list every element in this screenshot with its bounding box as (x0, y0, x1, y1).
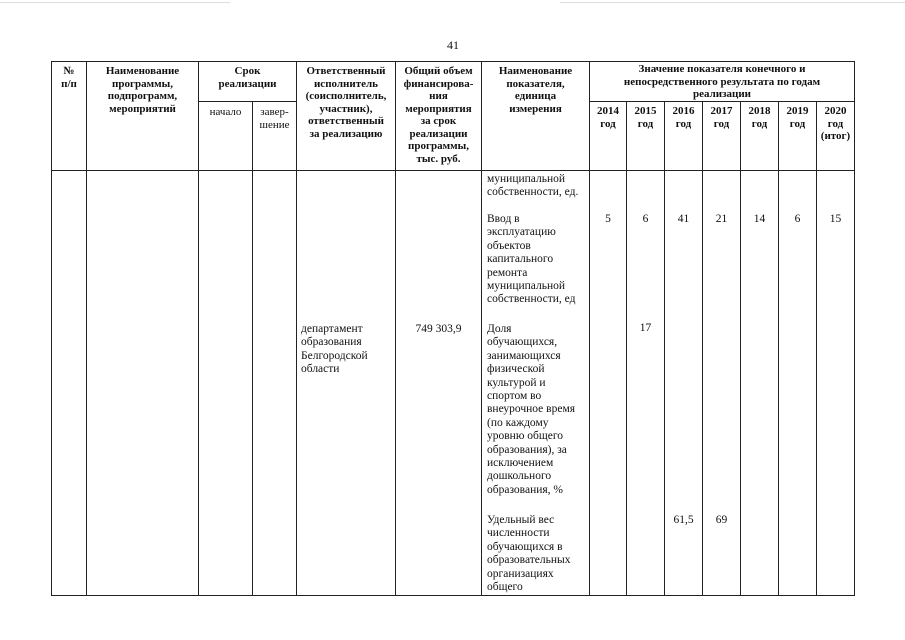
value-cell: 61,5 (673, 514, 694, 526)
value-cell: 17 (639, 322, 652, 334)
header-term-start: начало (209, 106, 242, 118)
page-number: 41 (447, 38, 459, 52)
header-funding: Общий объем финансирова- ния мероприятия за срок реализации программы, тыс. руб. (403, 65, 474, 165)
header-year: 2020 год (итог) (820, 105, 851, 142)
scan-edge (560, 2, 905, 3)
header-year: 2017 год (710, 105, 733, 130)
value-cell: 41 (677, 213, 690, 225)
value-cell: 6 (642, 213, 649, 225)
header-year: 2015 год (634, 105, 657, 130)
value-cell: 14 (753, 213, 766, 225)
header-responsible: Ответственный исполнитель (соисполнитель, участник), ответственный за реализацию (305, 65, 387, 140)
value-cell: 5 (605, 213, 611, 225)
header-indicator: Наименование показателя, единица измерения (498, 65, 573, 115)
header-year: 2018 год (748, 105, 771, 130)
header-program: Наименование программы, подпрограмм, мероприятий (105, 65, 180, 115)
value-cell: 21 (715, 213, 728, 225)
header-year: 2019 год (786, 105, 809, 130)
indicator-text: муниципальной собственности, ед. (487, 173, 579, 199)
header-number: № п/п (61, 65, 77, 90)
header-year: 2016 год (672, 105, 695, 130)
header-term: Срок реализации (218, 65, 277, 90)
funding-amount: 749 303,9 (415, 323, 462, 335)
header-term-end: завер- шение (259, 106, 290, 131)
indicator-text: Доля обучающихся, занимающихся физической культурой и спортом во внеурочное время (по каждому уровню общего образования), за исключением дошкольного образования, % (487, 323, 576, 496)
header-values: Значение показателя конечного и непосредственного результата по годам реализации (623, 63, 821, 100)
indicator-text: Удельный вес численности обучающихся в образовательных организациях общего (487, 514, 571, 594)
value-cell: 6 (794, 213, 801, 225)
indicator-text: Ввод в эксплуатацию объектов капитального ремонта муниципальной собственности, ед (487, 213, 576, 306)
value-cell: 15 (829, 213, 842, 225)
scan-edge (0, 2, 230, 3)
value-cell: 69 (715, 514, 728, 526)
header-year: 2014 год (597, 105, 619, 130)
responsible-executor: департамент образования Белгородской области (301, 323, 368, 376)
